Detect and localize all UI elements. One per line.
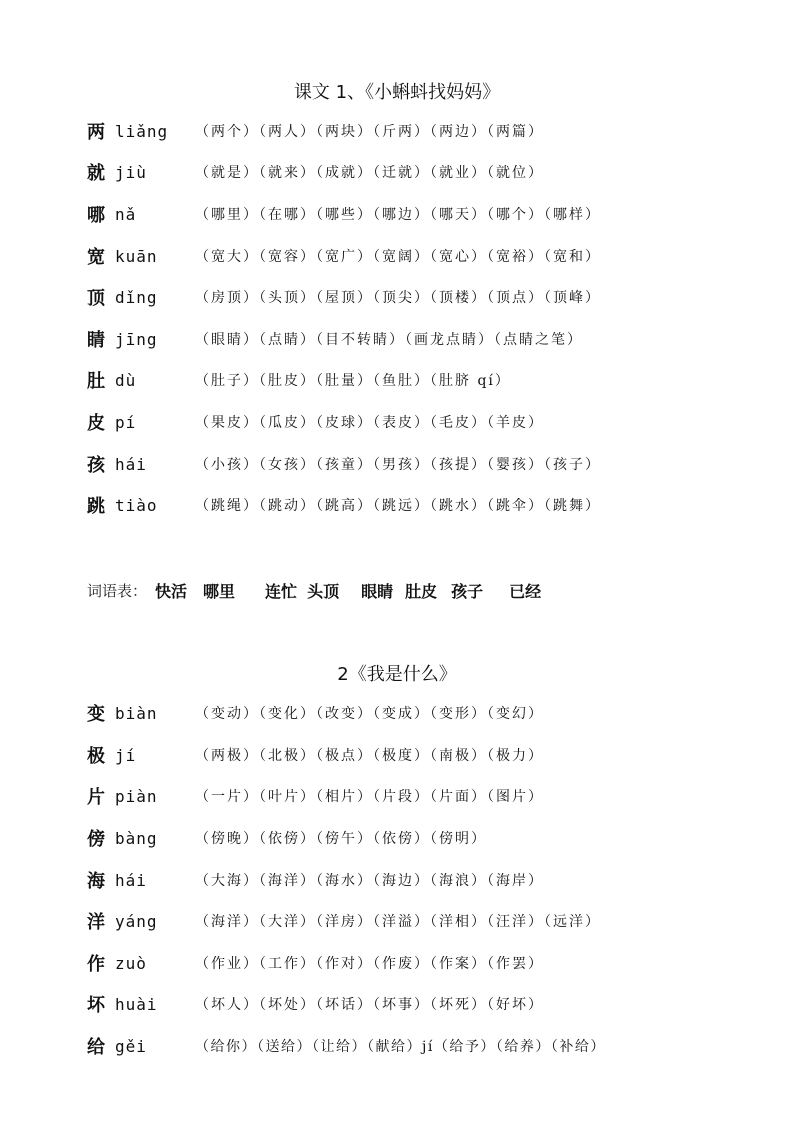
row-words: （海洋）（大洋）（洋房）（洋溢）（洋相）（汪洋）（远洋） — [195, 914, 601, 930]
row-character: 哪 — [87, 205, 105, 226]
vocabulary-word: 肚皮 — [405, 581, 438, 601]
row-character: 极 — [87, 746, 105, 767]
row-character: 作 — [87, 954, 105, 975]
row-words: （给你）（送给）（让给）（献给）jí（给予）（给养）（补给） — [195, 1039, 606, 1055]
row-words: （就是）（就来）（成就）（迁就）（就业）（就位） — [195, 165, 544, 181]
row-words: （作业）（工作）（作对）（作废）（作案）（作罢） — [195, 956, 544, 972]
vocab-row — [87, 992, 544, 1016]
row-pinyin: dù — [115, 370, 137, 390]
vocab-row — [87, 868, 544, 892]
row-character: 坏 — [87, 995, 105, 1016]
row-words: （眼睛）（点睛）（目不转睛）（画龙点睛）（点睛之笔） — [195, 332, 583, 348]
row-words: （肚子）（肚皮）（肚量）（鱼肚）（肚脐 qí） — [195, 373, 511, 389]
vocab-row — [87, 701, 544, 725]
vocab-row — [87, 410, 544, 434]
row-words: （傍晚）（依傍）（傍午）（依傍）（傍明） — [195, 831, 487, 847]
vocab-row — [87, 160, 544, 184]
row-pinyin: hái — [115, 870, 147, 890]
row-character: 变 — [87, 704, 105, 725]
row-words: （跳绳）（跳动）（跳高）（跳远）（跳水）（跳伞）（跳舞） — [195, 498, 601, 514]
row-words: （变动）（变化）（改变）（变成）（变形）（变幻） — [195, 706, 544, 722]
row-words: （一片）（叶片）（相片）（片段）（片面）（图片） — [195, 789, 544, 805]
vocab-row — [87, 826, 487, 850]
row-character: 洋 — [87, 912, 105, 933]
vocabulary-list — [87, 578, 557, 602]
vocabulary-word: 连忙 — [265, 581, 298, 601]
row-character: 就 — [87, 163, 105, 184]
vocabulary-word: 哪里 — [203, 581, 236, 601]
row-character: 皮 — [87, 413, 105, 434]
lesson1-title: 课文 1、《小蝌蚪找妈妈》 — [293, 82, 501, 103]
row-pinyin: huài — [115, 994, 158, 1014]
vocabulary-word: 已经 — [509, 581, 542, 601]
row-words: （两个）（两人）（两块）（斤两）（两边）（两篇） — [195, 124, 544, 140]
vocab-row — [87, 327, 583, 351]
lesson2-title: 2《我是什么》 — [337, 664, 457, 685]
row-character: 海 — [87, 871, 105, 892]
vocabulary-word: 头顶 — [307, 581, 340, 601]
row-character: 肚 — [87, 371, 105, 392]
vocab-row — [87, 119, 544, 143]
row-words: （大海）（海洋）（海水）（海边）（海浪）（海岸） — [195, 873, 544, 889]
row-pinyin: zuò — [115, 953, 147, 973]
vocabulary-word: 快活 — [155, 581, 188, 601]
row-pinyin: nǎ — [115, 204, 137, 224]
row-pinyin: biàn — [115, 703, 158, 723]
vocabulary-label: 词语表： — [87, 581, 148, 600]
row-pinyin: jiù — [115, 162, 147, 182]
vocab-row — [87, 909, 601, 933]
row-pinyin: kuān — [115, 246, 158, 266]
row-pinyin: tiào — [115, 495, 158, 515]
row-character: 孩 — [87, 455, 105, 476]
row-words: （哪里）（在哪）（哪些）（哪边）（哪天）（哪个）（哪样） — [195, 207, 601, 223]
vocab-row — [87, 285, 601, 309]
row-pinyin: jí — [115, 745, 137, 765]
vocab-row — [87, 743, 544, 767]
row-character: 片 — [87, 787, 105, 808]
vocab-row — [87, 1034, 606, 1058]
row-words: （两极）（北极）（极点）（极度）（南极）（极力） — [195, 748, 544, 764]
row-words: （宽大）（宽容）（宽广）（宽阔）（宽心）（宽裕）（宽和） — [195, 249, 601, 265]
row-character: 两 — [87, 122, 105, 143]
row-character: 给 — [87, 1037, 105, 1058]
row-words: （果皮）（瓜皮）（皮球）（表皮）（毛皮）（羊皮） — [195, 415, 544, 431]
row-pinyin: hái — [115, 454, 147, 474]
row-words: （坏人）（坏处）（坏话）（坏事）（坏死）（好坏） — [195, 997, 544, 1013]
row-pinyin: bàng — [115, 828, 158, 848]
vocab-row — [87, 784, 544, 808]
row-character: 睛 — [87, 330, 105, 351]
row-pinyin: pí — [115, 412, 137, 432]
vocab-row — [87, 244, 601, 268]
vocab-row — [87, 493, 601, 517]
row-character: 宽 — [87, 247, 105, 268]
vocabulary-word: 孩子 — [451, 581, 484, 601]
vocab-row — [87, 951, 544, 975]
row-character: 傍 — [87, 829, 105, 850]
row-character: 顶 — [87, 288, 105, 309]
vocab-row — [87, 368, 511, 392]
row-pinyin: dǐng — [115, 287, 158, 307]
row-pinyin: piàn — [115, 786, 158, 806]
row-pinyin: jīng — [115, 329, 158, 349]
vocab-row — [87, 202, 601, 226]
row-words: （房顶）（头顶）（屋顶）（顶尖）（顶楼）（顶点）（顶峰） — [195, 290, 601, 306]
row-character: 跳 — [87, 496, 105, 517]
row-pinyin: gěi — [115, 1036, 147, 1056]
row-words: （小孩）（女孩）（孩童）（男孩）（孩提）（婴孩）（孩子） — [195, 457, 601, 473]
vocabulary-word: 眼睛 — [361, 581, 394, 601]
vocab-row — [87, 452, 601, 476]
row-pinyin: liǎng — [115, 121, 169, 141]
row-pinyin: yáng — [115, 911, 158, 931]
